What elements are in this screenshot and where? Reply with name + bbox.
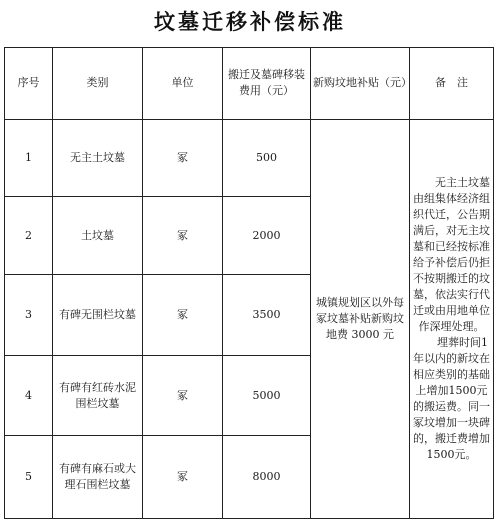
header-subsidy: 新购坟地补贴（元） xyxy=(311,48,410,120)
row-unit: 冢 xyxy=(143,275,223,356)
header-remarks: 备 注 xyxy=(410,48,494,120)
row-category: 有碑有红砖水泥围栏坟墓 xyxy=(53,356,143,436)
row-unit: 冢 xyxy=(143,119,223,197)
remarks-cell xyxy=(410,119,494,518)
subsidy-cell: 城镇规划区以外每冢坟墓补贴新购坟地费 3000 元 xyxy=(311,119,410,518)
row-category: 土坟墓 xyxy=(53,197,143,275)
header-unit: 单位 xyxy=(143,48,223,120)
header-fee: 搬迁及墓碑移装费用（元） xyxy=(223,48,311,120)
header-row xyxy=(5,48,494,120)
row-fee: 500 xyxy=(223,119,311,197)
row-unit: 冢 xyxy=(143,197,223,275)
row-no: 2 xyxy=(5,197,53,275)
row-category: 无主土坟墓 xyxy=(53,119,143,197)
row-no: 4 xyxy=(5,356,53,436)
row-fee: 3500 xyxy=(223,275,311,356)
row-fee: 5000 xyxy=(223,356,311,436)
table-row xyxy=(5,119,494,197)
row-fee: 8000 xyxy=(223,436,311,519)
compensation-table xyxy=(4,47,494,519)
page-title: 坟墓迁移补偿标准 xyxy=(154,10,346,34)
header-category: 类别 xyxy=(53,48,143,120)
header-no: 序号 xyxy=(5,48,53,120)
remarks-paragraph: 无主土坟墓由组集体经济组织代迁，公告期满后，对无主坟墓和已经按标准给予补偿后仍拒不按期搬迁的坟墓，依法实行代迁或由用地单位作深埋处理。 xyxy=(413,175,490,333)
row-no: 1 xyxy=(5,119,53,197)
row-category: 有碑有麻石或大理石围栏坟墓 xyxy=(53,436,143,519)
remarks-paragraph: 埋葬时间1年以内的新坟在相应类别的基础上增加1500元的搬运费。同一冢坟增加一块碑的，搬迁费增加1500元。 xyxy=(413,335,490,461)
row-no: 3 xyxy=(5,275,53,356)
row-category: 有碑无围栏坟墓 xyxy=(53,275,143,356)
row-no: 5 xyxy=(5,436,53,519)
row-unit: 冢 xyxy=(143,356,223,436)
row-unit: 冢 xyxy=(143,436,223,519)
row-fee: 2000 xyxy=(223,197,311,275)
